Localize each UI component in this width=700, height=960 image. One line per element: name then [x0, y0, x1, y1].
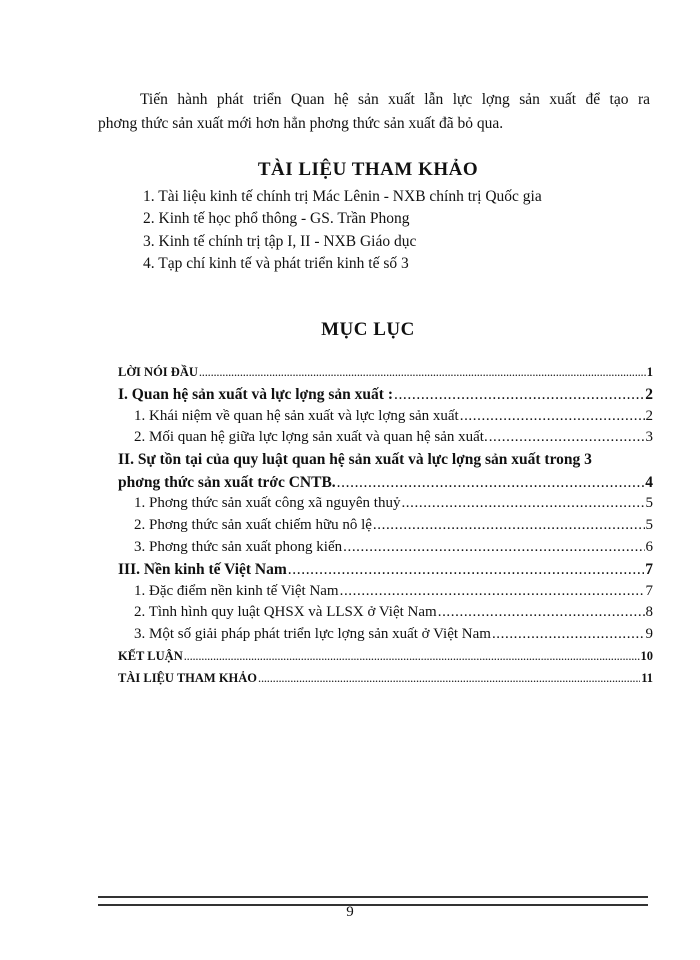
- toc-leader-dots: [337, 472, 645, 494]
- toc-leader-dots: [438, 602, 645, 624]
- toc-entry-text: 1. Đặc điểm nền kinh tế Việt Nam: [134, 582, 339, 599]
- toc-entry-text: 3. Một số giải pháp phát triển lực lợng sản xuất ở Việt Nam: [134, 626, 491, 643]
- toc-entry-page: 9: [645, 626, 653, 643]
- toc-leader-dots: [401, 493, 644, 515]
- table-of-contents: [118, 362, 653, 690]
- intro-line-2: phơng thức sản xuất mới hơn hẳn phơng thức sản xuất đã bỏ qua.: [98, 115, 504, 132]
- toc-entry-section-1-2[interactable]: [118, 427, 653, 449]
- toc-leader-dots: [460, 406, 645, 428]
- toc-entry-page: 4: [645, 473, 653, 491]
- toc-leader-dots: [489, 427, 645, 449]
- reference-item: 2. Kinh tế học phổ thông - GS. Trần Phong: [143, 210, 410, 228]
- toc-entry-page: 6: [645, 538, 653, 555]
- toc-entry-section-2-2[interactable]: [118, 515, 653, 537]
- toc-leader-dots: [184, 646, 640, 668]
- toc-entry-section-1-1[interactable]: [118, 406, 653, 428]
- references-title: TÀI LIỆU THAM KHẢO: [257, 159, 479, 180]
- toc-entry-text: KẾT LUẬN: [118, 648, 183, 663]
- reference-item: 3. Kinh tế chính trị tập I, II - NXB Giáo dục: [143, 232, 417, 250]
- toc-leader-dots: [492, 624, 645, 646]
- toc-entry-page: 10: [640, 648, 653, 663]
- toc-leader-dots: [288, 559, 644, 581]
- toc-entry-section-2-1[interactable]: [118, 493, 653, 515]
- toc-entry-page: 5: [645, 495, 653, 512]
- toc-leader-dots: [373, 515, 645, 537]
- toc-leader-dots: [340, 581, 645, 603]
- reference-item: 4. Tạp chí kinh tế và phát triển kinh tế số 3: [143, 254, 409, 272]
- references-list: [143, 186, 643, 275]
- toc-entry-section-3-2[interactable]: [118, 602, 653, 624]
- toc-entry-introduction[interactable]: [118, 362, 653, 384]
- toc-entry-page: 2: [645, 407, 653, 424]
- toc-leader-dots: [343, 537, 644, 559]
- toc-entry-section-2[interactable]: [118, 449, 653, 471]
- toc-entry-page: 1: [646, 365, 653, 379]
- toc-entry-text: 2. Tình hình quy luật QHSX và LLSX ở Việt Nam: [134, 604, 437, 621]
- toc-leader-dots: [394, 384, 644, 406]
- toc-entry-text: 2. Phơng thức sản xuất chiếm hữu nô lệ: [134, 517, 372, 534]
- toc-title: MỤC LỤC: [321, 319, 415, 340]
- toc-entry-text: III. Nền kinh tế Việt Nam: [118, 560, 287, 578]
- toc-entry-text: 1. Khái niệm về quan hệ sản xuất và lực lợng sản xuất: [134, 407, 459, 424]
- toc-entry-text: 3. Phơng thức sản xuất phong kiến: [134, 538, 343, 555]
- toc-entry-section-2-cont[interactable]: [118, 472, 653, 494]
- toc-entry-text: TÀI LIỆU THAM KHẢO: [118, 670, 258, 685]
- toc-entry-page: 2: [645, 385, 653, 403]
- toc-leader-dots: [199, 362, 646, 384]
- toc-entry-section-3-3[interactable]: [118, 624, 653, 646]
- toc-entry-page: 8: [645, 604, 653, 621]
- toc-entry-page: 11: [641, 670, 653, 685]
- toc-entry-references[interactable]: [118, 668, 653, 690]
- toc-entry-text: II. Sự tồn tại của quy luật quan hệ sản xuất và lực lợng sản xuất trong 3: [118, 451, 592, 469]
- toc-entry-page: 7: [645, 582, 653, 599]
- toc-entry-text: LỜI NÓI ĐẦU: [118, 365, 198, 379]
- toc-entry-section-1[interactable]: [118, 384, 653, 406]
- page-number: 9: [346, 904, 354, 920]
- toc-entry-conclusion[interactable]: [118, 646, 653, 668]
- intro-line-1: Tiến hành phát triển Quan hệ sản xuất lẫn lực lợng sản xuất để tạo ra: [140, 91, 650, 108]
- toc-entry-text: 1. Phơng thức sản xuất công xã nguyên thuỷ: [134, 495, 401, 512]
- toc-entry-page: 5: [645, 517, 653, 534]
- toc-entry-page: 7: [645, 560, 653, 578]
- toc-entry-text: phơng thức sản xuất trớc CNTB.: [118, 473, 336, 491]
- toc-entry-section-3-1[interactable]: [118, 581, 653, 603]
- toc-entry-section-3[interactable]: [118, 559, 653, 581]
- toc-entry-section-2-3[interactable]: [118, 537, 653, 559]
- reference-item: 1. Tài liệu kinh tế chính trị Mác Lênin - NXB chính trị Quốc gia: [143, 188, 542, 205]
- toc-entry-text: 2. Mối quan hệ giữa lực lợng sản xuất và quan hệ sản xuất.: [134, 429, 488, 446]
- toc-entry-text: I. Quan hệ sản xuất và lực lợng sản xuất :: [118, 385, 393, 403]
- intro-paragraph: [98, 88, 650, 136]
- toc-entry-page: 3: [645, 429, 653, 446]
- toc-leader-dots: [258, 668, 640, 690]
